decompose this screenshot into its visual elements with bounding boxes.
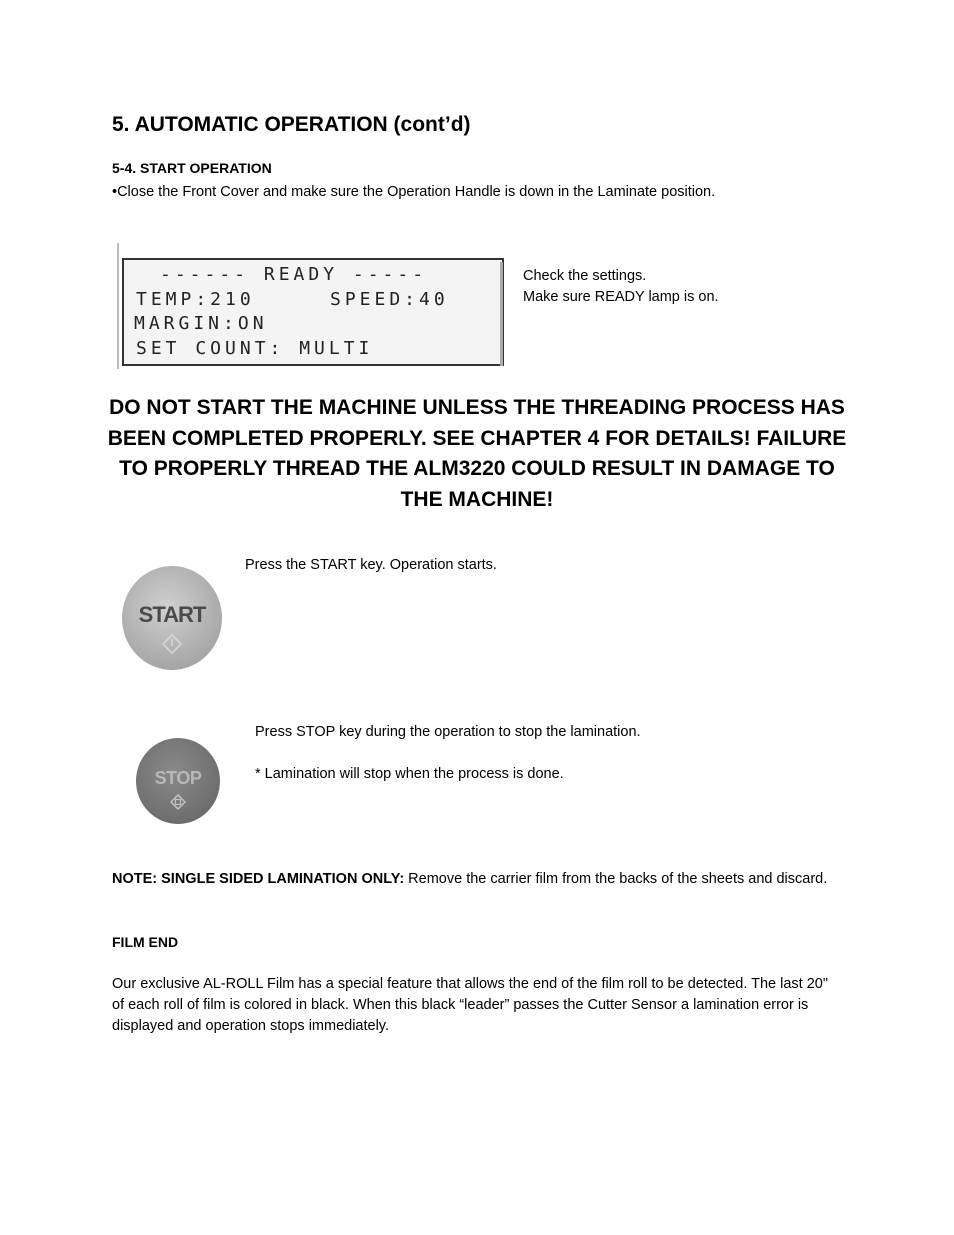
check-line-2: Make sure READY lamp is on. [523, 289, 719, 305]
start-diamond-icon [162, 634, 182, 654]
stop-button-image [136, 738, 220, 824]
lcd-shadow-left [117, 243, 119, 369]
sub-title: 5-4. START OPERATION [112, 160, 272, 176]
stop-button-label: STOP [154, 768, 202, 788]
intro-text: •Close the Front Cover and make sure the Operation Handle is down in the Laminate position. [112, 184, 716, 200]
check-settings-text [523, 266, 719, 308]
section-title: 5. AUTOMATIC OPERATION (cont’d) [112, 113, 471, 136]
single-sided-note [112, 869, 842, 890]
check-line-1: Check the settings. [523, 268, 647, 284]
note-text: Remove the carrier film from the backs of the sheets and discard. [404, 871, 828, 887]
stop-instruction: Press STOP key during the operation to stop the lamination. [255, 724, 641, 740]
lcd-speed: SPEED:40 [330, 289, 449, 310]
stop-note: * Lamination will stop when the process is done. [255, 766, 564, 782]
lcd-temp: TEMP:210 [136, 289, 255, 310]
start-instruction: Press the START key. Operation starts. [245, 557, 497, 573]
warning-line-1: DO NOT START THE MACHINE UNLESS THE THREADING PROCESS HAS [109, 396, 845, 419]
lcd-shadow-right [500, 262, 503, 366]
film-end-paragraph: Our exclusive AL-ROLL Film has a special feature that allows the end of the film roll to be detected. The last 20" of each roll of film is colored in black. When this black “leader” passes the Cutter Sensor a lamination error is displayed and operation stops immediately. [112, 976, 829, 1034]
start-button-label: START [138, 602, 206, 627]
warning-line-3: TO PROPERLY THREAD THE ALM3220 COULD RESULT IN DAMAGE TO [119, 457, 835, 480]
threading-warning [100, 393, 854, 515]
film-end-heading: FILM END [112, 934, 179, 950]
start-button-image [122, 566, 222, 670]
warning-line-2: BEEN COMPLETED PROPERLY. SEE CHAPTER 4 FOR DETAILS! FAILURE [107, 426, 847, 450]
stop-diamond-icon [170, 794, 186, 810]
warning-line-4: THE MACHINE! [400, 487, 554, 511]
lcd-ready-line: ------ READY ----- [160, 264, 428, 285]
lcd-display [122, 258, 504, 366]
lcd-set-count: SET COUNT: MULTI [136, 338, 374, 359]
lcd-margin: MARGIN:ON [134, 313, 268, 334]
note-label: NOTE: SINGLE SIDED LAMINATION ONLY: [112, 871, 405, 887]
